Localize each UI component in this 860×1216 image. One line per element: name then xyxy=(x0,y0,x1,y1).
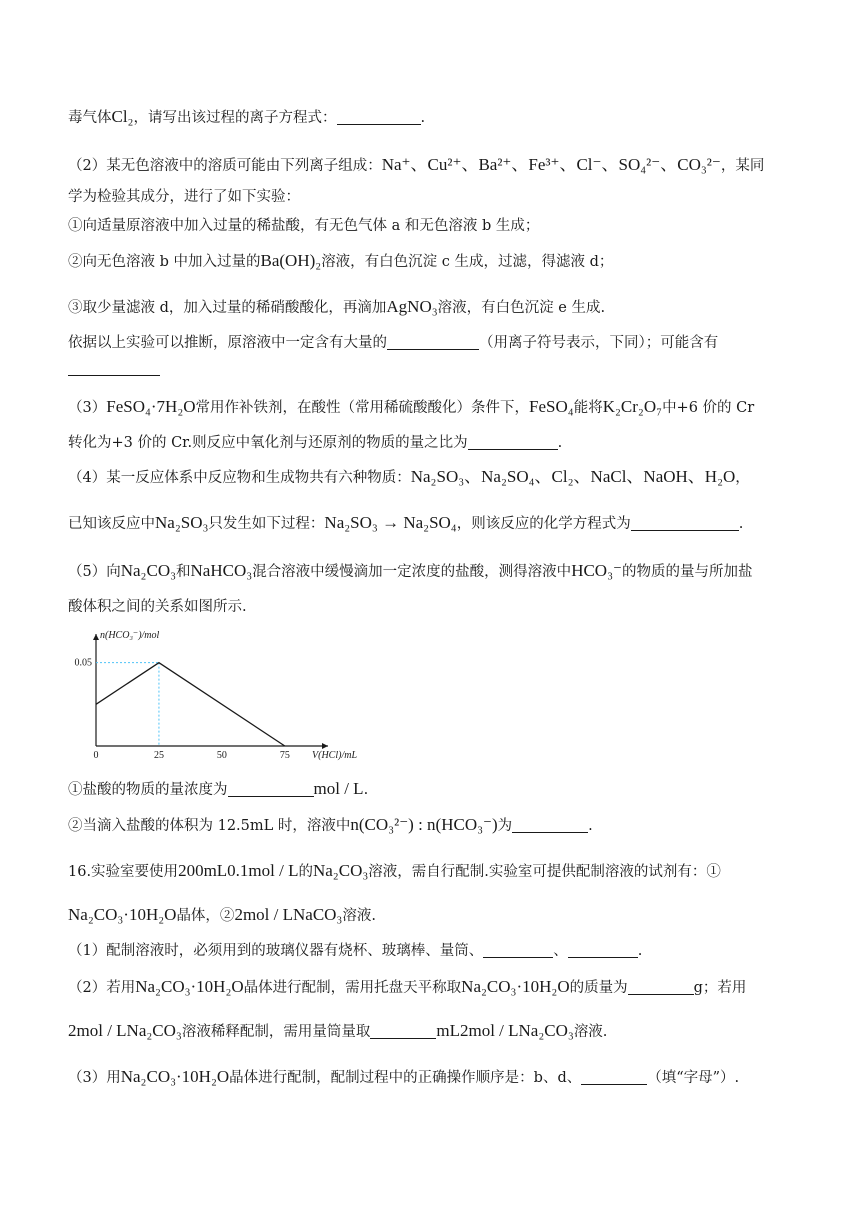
q16-part-1 xyxy=(68,940,820,962)
text: 为 xyxy=(497,818,513,834)
answer-blank[interactable] xyxy=(568,941,638,958)
text: 晶体进行配制，配制过程中的正确操作顺序是：b、d、 xyxy=(229,1070,582,1086)
text: （用离子符号表示，下同）；可能含有 xyxy=(479,335,719,351)
text: ①向适量原溶液中加入过量的稀盐酸，有无色气体 a 和无色溶液 b 生成； xyxy=(68,218,540,234)
q2-step-3 xyxy=(68,296,820,319)
text: 溶液，有白色沉淀 c 生成，过滤，得滤液 d； xyxy=(321,254,614,270)
answer-blank[interactable] xyxy=(631,514,739,531)
text: . xyxy=(420,110,426,126)
answer-blank[interactable] xyxy=(228,780,314,797)
answer-blank[interactable] xyxy=(387,333,479,350)
text: 、 xyxy=(553,943,568,959)
text: . xyxy=(557,435,563,451)
answer-blank[interactable] xyxy=(68,359,160,376)
text: 溶液稀释配制，需用量筒量取 xyxy=(181,1024,371,1040)
text: ①盐酸的物质的量浓度为 xyxy=(68,782,228,798)
text: g；若用 xyxy=(693,980,747,996)
formula: Ba(OH)₂ xyxy=(260,251,322,270)
answer-blank[interactable] xyxy=(337,108,421,125)
text: . xyxy=(588,818,593,834)
formula: mL2mol / LNa₂CO₃ xyxy=(436,1021,574,1040)
hco3-chart xyxy=(70,628,360,768)
formula: K₂Cr₂O₇ xyxy=(602,397,663,416)
q2-line-2 xyxy=(68,186,820,208)
text: . xyxy=(637,943,643,959)
formula: Na₂CO₃ xyxy=(312,861,369,880)
q16-line-1 xyxy=(68,860,820,883)
q2-infer xyxy=(68,332,820,354)
q3-line-1 xyxy=(68,396,820,419)
text: ，某同 xyxy=(720,158,765,174)
unit: mol / L xyxy=(313,779,364,798)
text: 常用作补铁剂，在酸性（常用稀硫酸酸化）条件下， xyxy=(195,400,530,416)
formula: FeSO₄ xyxy=(529,397,574,416)
q16-part-2b xyxy=(68,1020,820,1043)
q4-line-1 xyxy=(68,466,820,489)
text: ②当滴入盐酸的体积为 12.5mL 时，溶液中 xyxy=(68,818,351,834)
formula: Na₂CO₃·10H₂O xyxy=(135,977,244,996)
formula: 200mL0.1mol / L xyxy=(178,861,299,880)
series-line xyxy=(96,663,285,746)
formula: AgNO₃ xyxy=(386,297,438,316)
formula: 2mol / LNa₂CO₃ xyxy=(68,1021,182,1040)
text: 的质量为 xyxy=(569,980,628,996)
x-tick-label: 75 xyxy=(279,750,290,761)
text: 溶液，需自行配制.实验室可提供配制溶液的试剂有：① xyxy=(368,864,721,880)
formula: Na₂SO₃ xyxy=(155,513,209,532)
answer-blank[interactable] xyxy=(581,1068,647,1085)
text: ， xyxy=(735,470,750,486)
text: 晶体进行配制，需用托盘天平称取 xyxy=(243,980,462,996)
text: 已知该反应中 xyxy=(68,516,155,532)
formula: 2mol / LNaCO₃ xyxy=(234,905,343,924)
formula: Cl₂ xyxy=(111,107,134,126)
x-axis-label: V(HCl)/mL xyxy=(312,750,357,761)
text: 的 xyxy=(298,864,313,880)
text: 只发生如下过程： xyxy=(208,516,325,532)
text: 转化为+3 价的 Cr.则反应中氧化剂与还原剂的物质的量之比为 xyxy=(68,435,468,451)
answer-blank[interactable] xyxy=(628,978,694,995)
formula: Na₂SO₃ → Na₂SO₄ xyxy=(324,513,457,532)
y-axis-arrow xyxy=(93,634,99,640)
text: 依据以上实验可以推断，原溶液中一定含有大量的 xyxy=(68,335,387,351)
text: 毒气体 xyxy=(68,110,112,126)
text: 酸体积之间的关系如图所示. xyxy=(68,599,247,615)
formula: n(CO₃²⁻) : n(HCO₃⁻) xyxy=(350,815,498,834)
text: （填“字母”）. xyxy=(647,1070,740,1086)
q2-step-1 xyxy=(68,215,820,237)
formula: NaHCO₃ xyxy=(190,561,253,580)
formula: FeSO₄·7H₂O xyxy=(106,397,196,416)
q16-part-2a xyxy=(68,976,820,999)
text: ，则该反应的化学方程式为 xyxy=(456,516,631,532)
formula: Na₂CO₃·10H₂O xyxy=(120,1067,230,1086)
text: 的物质的量与所加盐 xyxy=(621,564,753,580)
answer-blank[interactable] xyxy=(468,433,558,450)
formula: Na₂CO₃·10H₂O xyxy=(461,977,570,996)
answer-blank[interactable] xyxy=(370,1022,436,1039)
q5-line-1 xyxy=(68,560,820,583)
y-axis-label: n(HCO₃⁻)/mol xyxy=(100,630,160,641)
text: （3） xyxy=(68,400,107,416)
species-list: Na₂SO₃、Na₂SO₄、Cl₂、NaCl、NaOH、H₂O xyxy=(410,467,736,486)
text: . xyxy=(738,516,744,532)
text: （3）用 xyxy=(68,1070,121,1086)
x-tick-label: 0 xyxy=(93,750,99,761)
text: 晶体，② xyxy=(176,908,235,924)
text: （4）某一反应体系中反应物和生成物共有六种物质： xyxy=(68,470,411,486)
text: 溶液. xyxy=(573,1024,608,1040)
answer-blank[interactable] xyxy=(512,816,588,833)
ion-list: Na⁺、Cu²⁺、Ba²⁺、Fe³⁺、Cl⁻、SO₄²⁻、CO₃²⁻ xyxy=(381,155,721,174)
text: （2）某无色溶液中的溶质可能由下列离子组成： xyxy=(68,158,382,174)
x-tick-label: 25 xyxy=(153,750,164,761)
x-axis-arrow xyxy=(322,743,328,749)
text: 溶液，有白色沉淀 e 生成. xyxy=(437,300,606,316)
text: （2）若用 xyxy=(68,980,136,996)
text: 混合溶液中缓慢滴加一定浓度的盐酸，测得溶液中 xyxy=(252,564,572,580)
text: 16.实验室要使用 xyxy=(68,864,179,880)
q4-tail-line xyxy=(68,106,820,129)
q5-sub-2 xyxy=(68,814,820,837)
q2-infer-blank-line xyxy=(68,358,820,380)
x-tick-label: 50 xyxy=(216,750,227,761)
y-tick-label: 0.05 xyxy=(74,657,92,669)
text: 溶液. xyxy=(342,908,376,924)
text: 中+6 价的 Cr xyxy=(662,400,755,416)
q5-line-2 xyxy=(68,596,820,618)
text: ②向无色溶液 b 中加入过量的 xyxy=(68,254,261,270)
q16-line-2 xyxy=(68,904,820,927)
q2-step-2 xyxy=(68,250,820,273)
formula: Na₂CO₃·10H₂O xyxy=(68,905,177,924)
text: ③取少量滤液 d，加入过量的稀硝酸酸化，再滴加 xyxy=(68,300,387,316)
q5-sub-1 xyxy=(68,778,820,801)
text: （5）向 xyxy=(68,564,121,580)
text: 能将 xyxy=(573,400,603,416)
text: 和 xyxy=(176,564,191,580)
q3-line-2 xyxy=(68,432,820,454)
formula: Na₂CO₃ xyxy=(120,561,177,580)
q16-part-3 xyxy=(68,1066,820,1089)
text: （1）配制溶液时，必须用到的玻璃仪器有烧杯、玻璃棒、量筒、 xyxy=(68,943,484,959)
q2-line-1 xyxy=(68,154,820,177)
text: . xyxy=(363,782,369,798)
q4-line-2 xyxy=(68,512,820,535)
formula: HCO₃⁻ xyxy=(571,561,622,580)
answer-blank[interactable] xyxy=(483,941,553,958)
text: ，请写出该过程的离子方程式： xyxy=(133,110,337,126)
text: 学为检验其成分，进行了如下实验： xyxy=(68,189,300,205)
